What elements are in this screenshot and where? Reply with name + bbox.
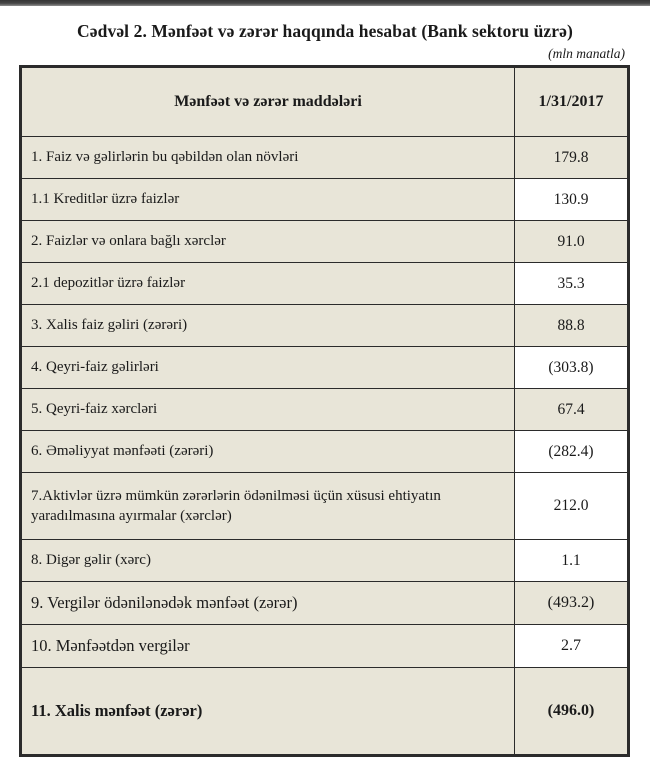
row-label: 2. Faizlər və onlara bağlı xərclər xyxy=(21,221,515,263)
row-value: (493.2) xyxy=(515,582,629,625)
row-label: 2.1 depozitlər üzrə faizlər xyxy=(21,263,515,305)
row-label: 1. Faiz və gəlirlərin bu qəbildən olan növləri xyxy=(21,137,515,179)
row-value: 91.0 xyxy=(515,221,629,263)
table-body xyxy=(21,137,629,756)
row-value: (303.8) xyxy=(515,347,629,389)
table-row xyxy=(21,389,629,431)
row-value: (282.4) xyxy=(515,431,629,473)
table-row xyxy=(21,137,629,179)
table-row xyxy=(21,625,629,668)
row-value: 88.8 xyxy=(515,305,629,347)
row-label: 6. Əməliyyat mənfəəti (zərəri) xyxy=(21,431,515,473)
table-row xyxy=(21,582,629,625)
row-value: 130.9 xyxy=(515,179,629,221)
row-value: 212.0 xyxy=(515,473,629,540)
page-title: Cədvəl 2. Mənfəət və zərər haqqında hesabat (Bank sektoru üzrə) xyxy=(77,21,573,41)
table-row xyxy=(21,347,629,389)
table-header-row xyxy=(21,67,629,137)
table-row xyxy=(21,305,629,347)
row-label: 3. Xalis faiz gəliri (zərəri) xyxy=(21,305,515,347)
profit-loss-table xyxy=(19,65,630,757)
row-label: 5. Qeyri-faiz xərcləri xyxy=(21,389,515,431)
row-label: 8. Digər gəlir (xərc) xyxy=(21,540,515,582)
row-value: (496.0) xyxy=(515,668,629,756)
table-row xyxy=(21,668,629,756)
row-value: 179.8 xyxy=(515,137,629,179)
row-label: 7.Aktivlər üzrə mümkün zərərlərin ödənilməsi üçün xüsusi ehtiyatın yaradılmasına ayırmalar (xərclər) xyxy=(21,473,515,540)
row-label: 11. Xalis mənfəət (zərər) xyxy=(21,668,515,756)
column-header-items: Mənfəət və zərər maddələri xyxy=(21,67,515,137)
table-row xyxy=(21,221,629,263)
row-value: 1.1 xyxy=(515,540,629,582)
table-head xyxy=(21,67,629,137)
row-label: 4. Qeyri-faiz gəlirləri xyxy=(21,347,515,389)
table-row xyxy=(21,179,629,221)
table-row xyxy=(21,540,629,582)
table-row xyxy=(21,263,629,305)
row-value: 2.7 xyxy=(515,625,629,668)
row-label: 10. Mənfəətdən vergilər xyxy=(21,625,515,668)
table-row xyxy=(21,431,629,473)
row-value: 35.3 xyxy=(515,263,629,305)
row-label: 1.1 Kreditlər üzrə faizlər xyxy=(21,179,515,221)
column-header-date: 1/31/2017 xyxy=(515,67,629,137)
unit-note: (mln manatla) xyxy=(548,46,625,61)
row-value: 67.4 xyxy=(515,389,629,431)
row-label: 9. Vergilər ödənilənədək mənfəət (zərər) xyxy=(21,582,515,625)
table-row xyxy=(21,473,629,540)
top-divider-bar xyxy=(0,0,650,6)
